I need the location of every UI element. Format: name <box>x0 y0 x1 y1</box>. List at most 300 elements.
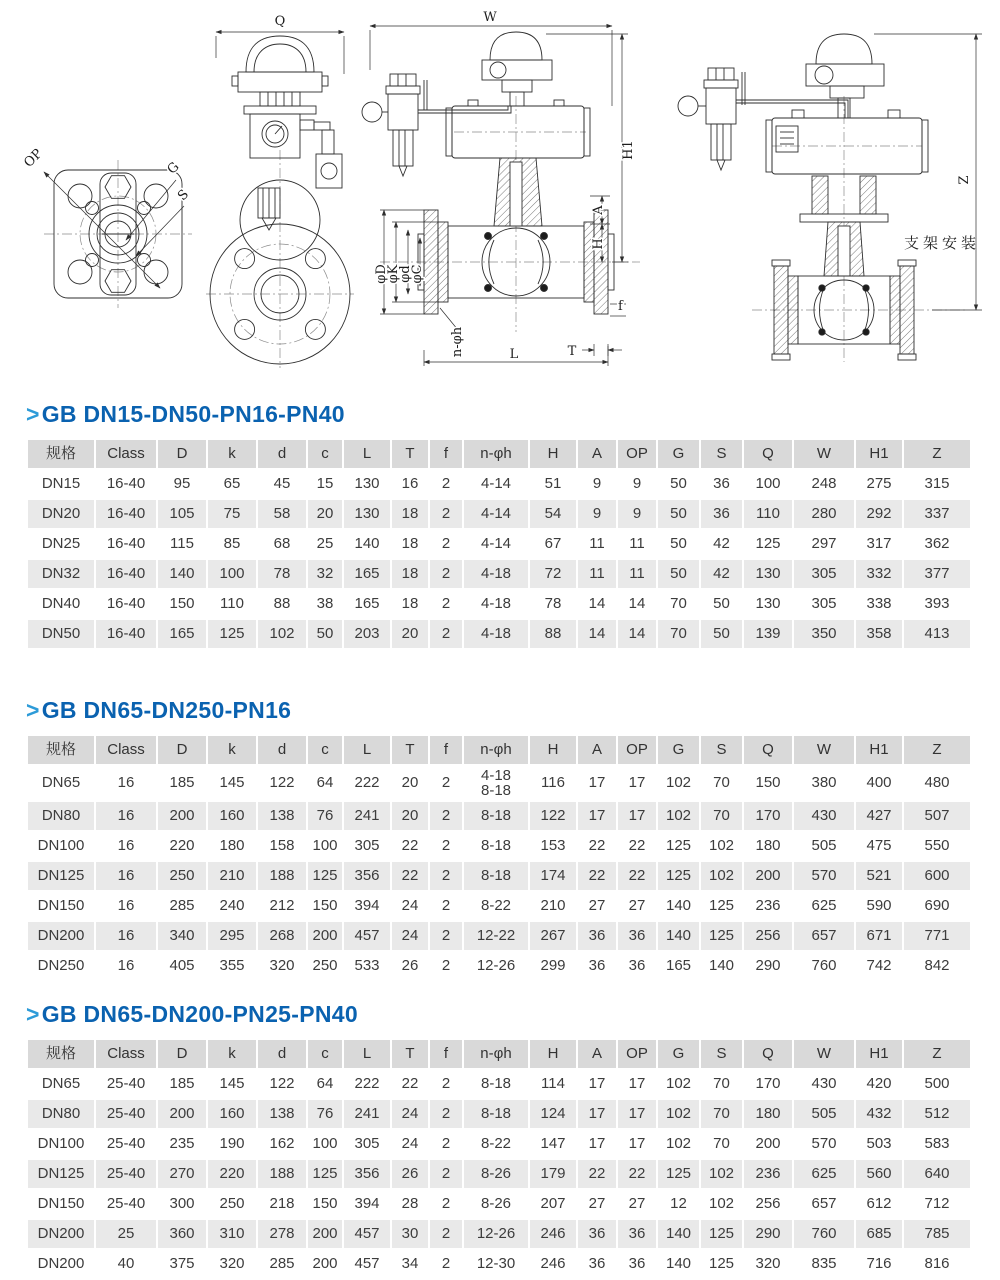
value-cell: 17 <box>618 802 656 830</box>
value-cell: 250 <box>308 952 342 980</box>
table-row <box>28 1130 970 1158</box>
table-header-row <box>28 440 970 468</box>
value-cell: 18 <box>392 590 428 618</box>
dim-label-nphih: n-φh <box>450 326 465 358</box>
column-header: f <box>430 1040 462 1068</box>
table-row <box>28 952 970 980</box>
table-row <box>28 1160 970 1188</box>
value-cell: 320 <box>744 1250 792 1278</box>
value-cell: 657 <box>794 922 854 950</box>
value-cell: 140 <box>158 560 206 588</box>
value-cell: 207 <box>530 1190 576 1218</box>
table-row <box>28 500 970 528</box>
value-cell: 116 <box>530 766 576 800</box>
value-cell: 16-40 <box>96 590 156 618</box>
column-header: Q <box>744 736 792 764</box>
value-cell: 24 <box>392 922 428 950</box>
spec-cell: DN25 <box>28 530 94 558</box>
column-header: H <box>530 736 576 764</box>
value-cell: 8-18 <box>464 832 528 860</box>
value-cell: 16 <box>96 892 156 920</box>
value-cell: 457 <box>344 922 390 950</box>
value-cell: 25 <box>96 1220 156 1248</box>
value-cell: 305 <box>344 1130 390 1158</box>
spec-cell: DN40 <box>28 590 94 618</box>
value-cell: 130 <box>344 470 390 498</box>
value-cell: 380 <box>794 766 854 800</box>
value-cell: 2 <box>430 1130 462 1158</box>
value-cell: 816 <box>904 1250 970 1278</box>
value-cell: 36 <box>578 1220 616 1248</box>
value-cell: 690 <box>904 892 970 920</box>
spec-cell: DN150 <box>28 1190 94 1218</box>
value-cell: 9 <box>578 470 616 498</box>
value-cell: 50 <box>701 620 742 648</box>
column-header: d <box>258 736 306 764</box>
value-cell: 188 <box>258 1160 306 1188</box>
value-cell: 355 <box>208 952 256 980</box>
dim-label-f: f <box>618 299 623 314</box>
value-cell: 640 <box>904 1160 970 1188</box>
column-header: L <box>344 440 390 468</box>
value-cell: 26 <box>392 1160 428 1188</box>
column-header: A <box>578 440 616 468</box>
value-cell: 9 <box>578 500 616 528</box>
value-cell: 475 <box>856 832 902 860</box>
spec-cell: DN50 <box>28 620 94 648</box>
column-header: S <box>701 440 742 468</box>
table-row <box>28 470 970 498</box>
value-cell: 51 <box>530 470 576 498</box>
table-row <box>28 530 970 558</box>
value-cell: 315 <box>904 470 970 498</box>
value-cell: 241 <box>344 802 390 830</box>
value-cell: 180 <box>208 832 256 860</box>
value-cell: 560 <box>856 1160 902 1188</box>
table-row <box>28 1190 970 1218</box>
value-cell: 147 <box>530 1130 576 1158</box>
value-cell: 17 <box>578 1130 616 1158</box>
value-cell: 200 <box>308 1220 342 1248</box>
column-header: 规格 <box>28 736 94 764</box>
value-cell: 432 <box>856 1100 902 1128</box>
value-cell: 8-26 <box>464 1160 528 1188</box>
value-cell: 375 <box>158 1250 206 1278</box>
value-cell: 338 <box>856 590 902 618</box>
value-cell: 236 <box>744 892 792 920</box>
value-cell: 17 <box>618 1070 656 1098</box>
value-cell: 9 <box>618 500 656 528</box>
column-header: G <box>658 1040 699 1068</box>
value-cell: 405 <box>158 952 206 980</box>
value-cell: 235 <box>158 1130 206 1158</box>
dim-label-phiD: φD <box>374 264 389 284</box>
value-cell: 170 <box>744 1070 792 1098</box>
value-cell: 222 <box>344 1070 390 1098</box>
value-cell: 125 <box>658 1160 699 1188</box>
value-cell: 50 <box>658 560 699 588</box>
value-cell: 16 <box>392 470 428 498</box>
value-cell: 248 <box>794 470 854 498</box>
spec-cell: DN125 <box>28 862 94 890</box>
column-header: 规格 <box>28 440 94 468</box>
column-header: G <box>658 440 699 468</box>
table-row <box>28 922 970 950</box>
value-cell: 150 <box>744 766 792 800</box>
value-cell: 42 <box>701 530 742 558</box>
value-cell: 100 <box>744 470 792 498</box>
value-cell: 70 <box>701 1100 742 1128</box>
value-cell: 102 <box>701 1160 742 1188</box>
value-cell: 140 <box>658 892 699 920</box>
value-cell: 185 <box>158 1070 206 1098</box>
table-row <box>28 590 970 618</box>
value-cell: 125 <box>308 862 342 890</box>
value-cell: 165 <box>344 590 390 618</box>
column-header: c <box>308 1040 342 1068</box>
value-cell: 160 <box>208 802 256 830</box>
column-header: Class <box>96 440 156 468</box>
spec-cell: DN32 <box>28 560 94 588</box>
value-cell: 70 <box>701 766 742 800</box>
value-cell: 200 <box>308 1250 342 1278</box>
value-cell: 320 <box>258 952 306 980</box>
value-cell: 36 <box>701 500 742 528</box>
value-cell: 842 <box>904 952 970 980</box>
value-cell: 270 <box>158 1160 206 1188</box>
column-header: OP <box>618 736 656 764</box>
spec-cell: DN200 <box>28 922 94 950</box>
value-cell: 250 <box>158 862 206 890</box>
value-cell: 250 <box>208 1190 256 1218</box>
value-cell: 170 <box>744 802 792 830</box>
column-header: W <box>794 736 854 764</box>
value-cell: 240 <box>208 892 256 920</box>
value-cell: 430 <box>794 802 854 830</box>
value-cell: 68 <box>258 530 306 558</box>
column-header: H1 <box>856 440 902 468</box>
value-cell: 22 <box>578 832 616 860</box>
value-cell: 150 <box>158 590 206 618</box>
value-cell: 16-40 <box>96 530 156 558</box>
drawing-section-view <box>360 10 668 370</box>
value-cell: 835 <box>794 1250 854 1278</box>
value-cell: 2 <box>430 1220 462 1248</box>
column-header: S <box>701 736 742 764</box>
table-row <box>28 832 970 860</box>
column-header: OP <box>618 1040 656 1068</box>
value-cell: 24 <box>392 1130 428 1158</box>
dim-label-w: W <box>483 10 497 25</box>
spec-cell: DN80 <box>28 802 94 830</box>
value-cell: 65 <box>208 470 256 498</box>
value-cell: 785 <box>904 1220 970 1248</box>
value-cell: 12-26 <box>464 952 528 980</box>
spec-cell: DN150 <box>28 892 94 920</box>
value-cell: 38 <box>308 590 342 618</box>
title-caret: > <box>26 697 40 723</box>
value-cell: 115 <box>158 530 206 558</box>
value-cell: 36 <box>578 952 616 980</box>
value-cell: 8-22 <box>464 1130 528 1158</box>
value-cell: 122 <box>258 766 306 800</box>
value-cell: 612 <box>856 1190 902 1218</box>
value-cell: 457 <box>344 1220 390 1248</box>
value-cell: 50 <box>701 590 742 618</box>
column-header: D <box>158 440 206 468</box>
column-header: W <box>794 440 854 468</box>
value-cell: 512 <box>904 1100 970 1128</box>
value-cell: 2 <box>430 1070 462 1098</box>
value-cell: 2 <box>430 530 462 558</box>
value-cell: 358 <box>856 620 902 648</box>
value-cell: 16 <box>96 922 156 950</box>
value-cell: 145 <box>208 766 256 800</box>
value-cell: 138 <box>258 802 306 830</box>
value-cell: 285 <box>258 1250 306 1278</box>
column-header: L <box>344 1040 390 1068</box>
value-cell: 17 <box>618 1100 656 1128</box>
value-cell: 16-40 <box>96 560 156 588</box>
value-cell: 22 <box>618 1160 656 1188</box>
value-cell: 102 <box>701 832 742 860</box>
value-cell: 72 <box>530 560 576 588</box>
value-cell: 4-14 <box>464 530 528 558</box>
column-header: c <box>308 440 342 468</box>
value-cell: 256 <box>744 1190 792 1218</box>
value-cell: 300 <box>158 1190 206 1218</box>
value-cell: 102 <box>701 862 742 890</box>
spec-cell: DN125 <box>28 1160 94 1188</box>
table-header-row <box>28 1040 970 1068</box>
value-cell: 18 <box>392 530 428 558</box>
value-cell: 140 <box>344 530 390 558</box>
spec-cell: DN65 <box>28 766 94 800</box>
value-cell: 145 <box>208 1070 256 1098</box>
drawing-front-view <box>198 10 356 370</box>
dim-label-s: S <box>175 187 192 204</box>
dim-label-q: Q <box>274 14 286 29</box>
value-cell: 110 <box>744 500 792 528</box>
value-cell: 36 <box>618 1250 656 1278</box>
table-row <box>28 1250 970 1278</box>
value-cell: 625 <box>794 892 854 920</box>
top-view-body <box>54 170 182 298</box>
value-cell: 14 <box>578 620 616 648</box>
column-header: k <box>208 736 256 764</box>
value-cell: 413 <box>904 620 970 648</box>
value-cell: 305 <box>344 832 390 860</box>
value-cell: 360 <box>158 1220 206 1248</box>
column-header: d <box>258 440 306 468</box>
value-cell: 4-18 <box>464 560 528 588</box>
value-cell: 2 <box>430 1190 462 1218</box>
section-title-text: GB DN65-DN200-PN25-PN40 <box>41 1001 358 1027</box>
value-cell: 102 <box>658 766 699 800</box>
table-row <box>28 1070 970 1098</box>
spec-cell: DN20 <box>28 500 94 528</box>
value-cell: 8-18 <box>464 802 528 830</box>
bracket-assembly <box>678 34 928 360</box>
value-cell: 14 <box>578 590 616 618</box>
value-cell: 657 <box>794 1190 854 1218</box>
value-cell: 200 <box>158 802 206 830</box>
column-header: T <box>392 440 428 468</box>
value-cell: 2 <box>430 1250 462 1278</box>
column-header: k <box>208 1040 256 1068</box>
drawing-top-view <box>16 10 194 370</box>
value-cell: 179 <box>530 1160 576 1188</box>
column-header: n-φh <box>464 736 528 764</box>
value-cell: 212 <box>258 892 306 920</box>
value-cell: 570 <box>794 1130 854 1158</box>
value-cell: 122 <box>258 1070 306 1098</box>
value-cell: 521 <box>856 862 902 890</box>
column-header: T <box>392 736 428 764</box>
value-cell: 2 <box>430 1160 462 1188</box>
value-cell: 125 <box>701 892 742 920</box>
value-cell: 16-40 <box>96 500 156 528</box>
value-cell: 160 <box>208 1100 256 1128</box>
value-cell: 11 <box>578 530 616 558</box>
value-cell: 12-22 <box>464 922 528 950</box>
column-header: L <box>344 736 390 764</box>
value-cell: 356 <box>344 862 390 890</box>
column-header: n-φh <box>464 1040 528 1068</box>
column-header: S <box>701 1040 742 1068</box>
value-cell: 583 <box>904 1130 970 1158</box>
value-cell: 150 <box>308 1190 342 1218</box>
value-cell: 24 <box>392 892 428 920</box>
value-cell: 22 <box>392 832 428 860</box>
dim-label-phid: φd <box>398 265 413 283</box>
value-cell: 8-26 <box>464 1190 528 1218</box>
value-cell: 210 <box>208 862 256 890</box>
column-header: Z <box>904 736 970 764</box>
value-cell: 158 <box>258 832 306 860</box>
value-cell: 12-26 <box>464 1220 528 1248</box>
value-cell: 590 <box>856 892 902 920</box>
value-cell: 236 <box>744 1160 792 1188</box>
value-cell: 22 <box>578 1160 616 1188</box>
value-cell: 78 <box>530 590 576 618</box>
column-header: 规格 <box>28 1040 94 1068</box>
section-title <box>26 400 1000 428</box>
value-cell: 394 <box>344 892 390 920</box>
value-cell: 14 <box>618 620 656 648</box>
value-cell: 2 <box>430 952 462 980</box>
value-cell: 27 <box>578 892 616 920</box>
column-header: Q <box>744 1040 792 1068</box>
value-cell: 188 <box>258 862 306 890</box>
value-cell: 25-40 <box>96 1100 156 1128</box>
value-cell: 139 <box>744 620 792 648</box>
dim-label-h: H <box>591 238 606 250</box>
value-cell: 100 <box>308 1130 342 1158</box>
value-cell: 25 <box>308 530 342 558</box>
value-cell: 2 <box>430 470 462 498</box>
value-cell: 11 <box>618 530 656 558</box>
value-cell: 4-14 <box>464 500 528 528</box>
value-cell: 400 <box>856 766 902 800</box>
value-cell: 40 <box>96 1250 156 1278</box>
value-cell: 125 <box>658 832 699 860</box>
value-cell: 716 <box>856 1250 902 1278</box>
table-row <box>28 892 970 920</box>
value-cell: 8-22 <box>464 892 528 920</box>
value-cell: 22 <box>618 862 656 890</box>
value-cell: 507 <box>904 802 970 830</box>
value-cell: 500 <box>904 1070 970 1098</box>
value-cell: 275 <box>856 470 902 498</box>
value-cell: 2 <box>430 802 462 830</box>
section-title <box>26 1000 1000 1028</box>
value-cell: 17 <box>578 1070 616 1098</box>
value-cell: 220 <box>208 1160 256 1188</box>
value-cell: 742 <box>856 952 902 980</box>
section-title-text: GB DN65-DN250-PN16 <box>41 697 292 723</box>
value-cell: 130 <box>744 560 792 588</box>
value-cell: 2 <box>430 766 462 800</box>
value-cell: 110 <box>208 590 256 618</box>
value-cell: 102 <box>658 1100 699 1128</box>
column-header: D <box>158 736 206 764</box>
column-header: H1 <box>856 1040 902 1068</box>
dimension-table-pn25-pn40-large <box>26 1038 972 1280</box>
dim-label-h1: H1 <box>621 140 636 160</box>
value-cell: 180 <box>744 832 792 860</box>
table-row <box>28 1220 970 1248</box>
value-cell: 256 <box>744 922 792 950</box>
value-cell: 26 <box>392 952 428 980</box>
value-cell: 34 <box>392 1250 428 1278</box>
dim-label-a: A <box>591 205 606 215</box>
value-cell: 25-40 <box>96 1160 156 1188</box>
value-cell: 12-30 <box>464 1250 528 1278</box>
value-cell: 305 <box>794 590 854 618</box>
column-header: Class <box>96 736 156 764</box>
value-cell: 4-18 <box>464 590 528 618</box>
value-cell: 299 <box>530 952 576 980</box>
value-cell: 480 <box>904 766 970 800</box>
value-cell: 50 <box>658 500 699 528</box>
value-cell: 102 <box>701 1190 742 1218</box>
value-cell: 760 <box>794 1220 854 1248</box>
value-cell: 4-18 8-18 <box>464 766 528 800</box>
value-cell: 22 <box>392 1070 428 1098</box>
value-cell: 75 <box>208 500 256 528</box>
column-header: D <box>158 1040 206 1068</box>
column-header: A <box>578 1040 616 1068</box>
value-cell: 130 <box>744 590 792 618</box>
column-header: c <box>308 736 342 764</box>
value-cell: 332 <box>856 560 902 588</box>
value-cell: 14 <box>618 590 656 618</box>
title-caret: > <box>26 401 40 427</box>
value-cell: 15 <box>308 470 342 498</box>
value-cell: 292 <box>856 500 902 528</box>
value-cell: 2 <box>430 560 462 588</box>
value-cell: 297 <box>794 530 854 558</box>
value-cell: 4-18 <box>464 620 528 648</box>
value-cell: 295 <box>208 922 256 950</box>
value-cell: 70 <box>658 620 699 648</box>
value-cell: 70 <box>701 1130 742 1158</box>
value-cell: 600 <box>904 862 970 890</box>
value-cell: 2 <box>430 832 462 860</box>
value-cell: 625 <box>794 1160 854 1188</box>
value-cell: 8-18 <box>464 862 528 890</box>
